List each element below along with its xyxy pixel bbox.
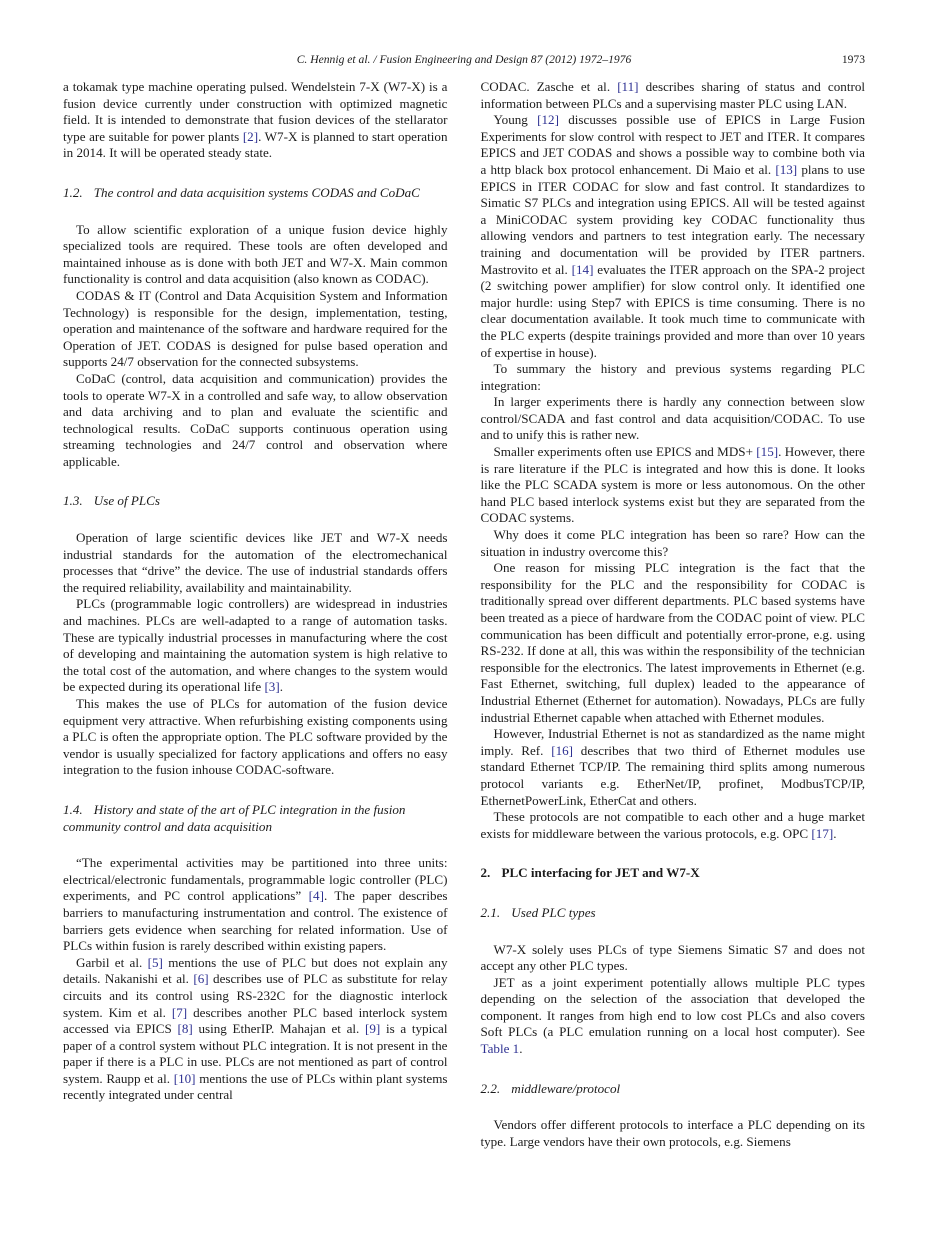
citation-link[interactable]: [16] — [551, 742, 574, 758]
right-column — [481, 79, 866, 1150]
paragraph: This makes the use of PLCs for automation of the fusion device equipment very attractive. When refurbishing existing components using a PLC is often the appropriate option. The PLC software provided by the vendor is usually specialized for factory applications and offers no easy integration to the fusion inhouse CODAC-software. — [63, 696, 448, 778]
page-number: 1973 — [841, 53, 865, 66]
heading-text: middleware/protocol — [511, 1080, 621, 1096]
section-heading — [481, 865, 866, 882]
citation-link[interactable]: [10] — [173, 1070, 196, 1086]
citation-link[interactable]: [7] — [171, 1004, 188, 1020]
heading-text: Used PLC types — [511, 904, 596, 920]
heading-text: PLC interfacing for JET and W7-X — [501, 865, 700, 881]
paragraph: PLCs (programmable logic controllers) are widespread in industries and machines. PLCs are well-adapted to a range of automation tasks. These are typically industrial processes in manufacturing where the cost of developing and maintaining the automation system is high relative to the total cost of the automation, and where changes to the system would be expected during its operational life [3]. — [63, 596, 448, 695]
heading-number: 1.4. — [63, 801, 83, 817]
running-header — [63, 54, 865, 68]
citation-link[interactable]: [3] — [264, 679, 280, 695]
heading-number: 1.3. — [63, 493, 83, 509]
heading-number: 2.1. — [480, 904, 501, 920]
citation-link[interactable]: [13] — [775, 161, 798, 177]
paragraph: However, Industrial Ethernet is not as standardized as the name might imply. Ref. [16] describes that two third of Ethernet modules use standard Ethernet TCP/IP. The remaining third splits among numerous protocol variants e.g. EtherNet/IP, profinet, ModbusTCP/IP, EthernetPowerLink, EtherCat and others. — [480, 726, 865, 808]
citation-link[interactable]: [6] — [193, 971, 209, 987]
paragraph: To allow scientific exploration of a unique fusion device highly specialized tools are required. These tools are often developed and maintained inhouse as is done with both JET and W7-X. Main common functionality is control and data acquisition (also known as CODAC). — [63, 221, 448, 287]
heading-number: 1.2. — [63, 184, 83, 200]
paragraph: CoDaC (control, data acquisition and communication) provides the tools to operate W7-X in a controlled and safe way, to allow observation and data archiving and to plan and evaluate the scientific and technological results. CoDaC supports continuous operation using streaming technologies and 24/7 control and observation where applicable. — [63, 370, 448, 469]
citation-link[interactable]: [15] — [756, 444, 779, 460]
heading-text: History and state of the art of PLC integration in the fusion community control and data acquisition — [63, 801, 406, 834]
heading-text: Use of PLCs — [93, 493, 160, 509]
heading-number: 2. — [480, 865, 491, 881]
paragraph: Vendors offer different protocols to interface a PLC depending on its type. Large vendors have their own protocols, e.g. Siemens — [480, 1117, 865, 1149]
citation-link[interactable]: [2] — [242, 128, 259, 144]
paragraph: a tokamak type machine operating pulsed. Wendelstein 7-X (W7-X) is a fusion device currently under construction with optimized magnetic field. It is intended to demonstrate that fusion devices of the stellarator type are suitable for power plants [2]. W7-X is planned to start operation in 2014. It will be operated steady state. — [63, 79, 448, 161]
paragraph: These protocols are not compatible to each other and a huge market exists for middleware between the various protocols, e.g. OPC [17]. — [480, 809, 865, 841]
citation-link[interactable]: [5] — [147, 954, 163, 970]
paragraph: Smaller experiments often use EPICS and MDS+ [15]. However, there is rare literature if the PLC is integrated and how this is done. It looks like the PLC SCADA system is more or less autonomous. On the other hand PLC based interlock systems exist but they are separated from the CODAC systems. — [480, 444, 865, 526]
citation-link[interactable]: [9] — [365, 1021, 381, 1037]
citation-link[interactable]: [12] — [537, 112, 559, 128]
running-title: C. Hennig et al. / Fusion Engineering and Design 87 (2012) 1972–1976 — [296, 53, 632, 66]
paragraph: “The experimental activities may be partitioned into three units: electrical/electronic fundamentals, programmable logic controller (PLC) experiments, and PC control applications” [4]. The paper describes barriers to manufacturing instrumentation and control. The existence of barriers gets evidence when searching for related information. Use of PLCs within fusion is rarely described within existing papers. — [63, 855, 448, 954]
citation-link[interactable]: [17] — [811, 825, 834, 841]
paragraph: JET as a joint experiment potentially allows multiple PLC types depending on the selection of the association that developed the component. It ranges from high end to low cost PLCs and also covers Soft PLCs (a PLC emulation running on a local host computer). See Table 1. — [480, 974, 865, 1057]
left-column — [63, 79, 448, 1150]
subsection-heading — [481, 905, 866, 922]
citation-link[interactable]: [4] — [308, 888, 324, 904]
two-column-body — [63, 79, 865, 1150]
paragraph: CODAS & IT (Control and Data Acquisition System and Information Technology) is responsible for the design, implementation, testing, operation and maintenance of the software and hardware required for the Operation of JET. CODAS is designed for pulse based operation and supports 24/7 observation for the connected subsystems. — [63, 287, 448, 370]
paragraph: Young [12] discusses possible use of EPICS in Large Fusion Experiments for slow control with respect to JET and ITER. It compares EPICS and JET CODAS and shows a possible way to combine both via a http black box protocol enhancement. Di Maio et al. [13] plans to use EPICS in ITER CODAC for slow and fast control. It standardizes to Simatic S7 PLCs and integration using EPICS. All will be tested against a MiniCODAC system providing key CODAC functionality thus allowing vendors and partners to test integration early. The necessary training and documentation will be provided by ITER partners. Mastrovito et al. [14] evaluates the ITER approach on the SPA-2 project (2 switching power amplifier) for slow control only. It identified one major hurdle: using Step7 with EPICS is time consuming. There is no clear documentation available. It took much time to communicate with the PLC experts (despite trainings provided and more than over 10 years of expertise in house). — [480, 112, 866, 360]
heading-number: 2.2. — [480, 1080, 501, 1096]
citation-link[interactable]: [11] — [617, 79, 639, 94]
subsection-heading — [63, 185, 448, 202]
paragraph: Garbil et al. [5] mentions the use of PLC but does not explain any details. Nakanishi et al. [6] describes use of PLC as substitute for relay circuits and its control using RS-232C for the diagnostic interlock system. Kim et al. [7] describes another PLC based interlock system accessed via EPICS [8] using EtherIP. Mahajan et al. [9] is a typical paper of a control system without PLC integration. It is not present in the paper if there is a PLC in use. PLCs are not mentioned as part of control system. Raupp et al. [10] mentions the use of PLCs within plant systems recently integrated under central — [63, 954, 448, 1103]
subsection-heading — [63, 802, 448, 835]
paragraph: CODAC. Zasche et al. [11] describes sharing of status and control information between PLCs and a supervising master PLC using LAN. — [480, 79, 865, 111]
citation-link[interactable]: [8] — [177, 1021, 193, 1037]
citation-link[interactable]: [14] — [571, 261, 594, 277]
paragraph: Operation of large scientific devices like JET and W7-X needs industrial standards for the automation of the electromechanical processes that “drive” the device. The use of industrial standards offers the required reliability, availability and maintainability. — [63, 530, 448, 595]
table-link[interactable]: Table 1 — [480, 1041, 520, 1057]
paragraph: To summary the history and previous systems regarding PLC integration: — [480, 361, 865, 393]
paragraph: Why does it come PLC integration has been so rare? How can the situation in industry overcome this? — [480, 527, 865, 559]
subsection-heading — [63, 493, 448, 510]
paragraph: One reason for missing PLC integration is the fact that the responsibility for the PLC and the responsibility for CODAC is traditionally spread over different departments. PLC based systems have been treated as a piece of hardware from the CODAC point of view. PLC communication has been difficult and potentially error-prone, e.g. using RS-232. If done at all, this was within the responsibility of the technician responsible for the electronics. The latest improvements in Ethernet (e.g. Fast Ethernet, switching, full duplex) leaded to the appearance of Industrial Ethernet (Ethernet for automation). Nowadays, PLCs are fully industrial Ethernet capable when attached with Ethernet modules. — [480, 560, 865, 725]
paragraph: W7-X solely uses PLCs of type Siemens Simatic S7 and does not accept any other PLC types. — [480, 941, 865, 974]
paragraph: In larger experiments there is hardly any connection between slow control/SCADA and fast control and data acquisition/CODAC. To use and to unify this is rather new. — [480, 394, 865, 443]
heading-text: The control and data acquisition systems CODAS and CoDaC — [93, 184, 420, 200]
subsection-heading — [481, 1081, 866, 1098]
